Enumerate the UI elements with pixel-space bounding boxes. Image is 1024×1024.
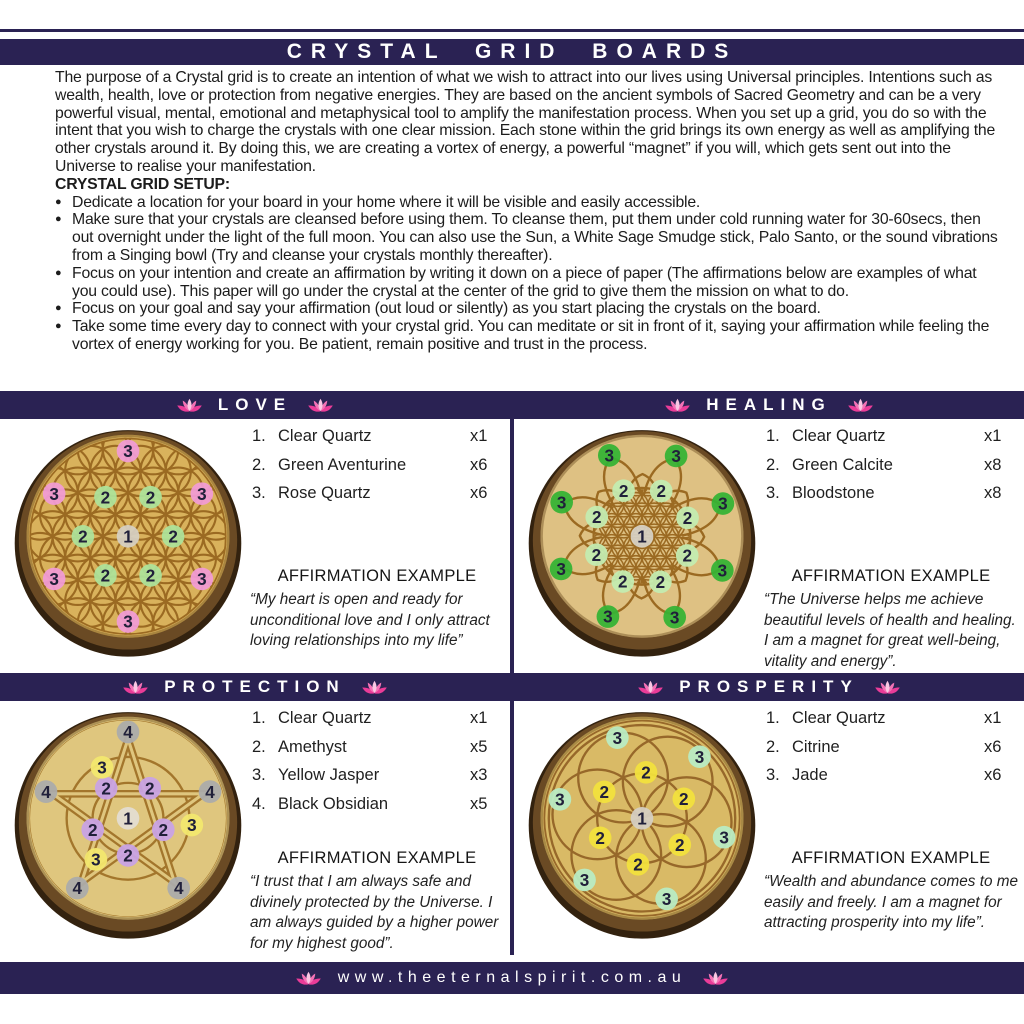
board-number-marker [649, 571, 672, 594]
crystal-row [766, 456, 1016, 485]
board-number-marker [162, 525, 185, 548]
crystal-number: 2. [252, 455, 266, 474]
bullet-dot-icon: ● [55, 302, 62, 315]
setup-bullet-item [55, 300, 1003, 318]
board-number-marker [589, 826, 612, 849]
setup-bullet-list [55, 194, 1003, 354]
svg-text:2: 2 [78, 527, 88, 547]
svg-text:2: 2 [145, 566, 156, 586]
section-prosperity [514, 673, 1024, 955]
svg-text:3: 3 [97, 758, 107, 778]
svg-text:1: 1 [123, 809, 133, 829]
crystal-name: Black Obsidian [278, 794, 389, 813]
svg-text:3: 3 [49, 570, 59, 590]
crystal-row [252, 738, 502, 767]
crystal-qty: x8 [984, 455, 1002, 474]
svg-text:4: 4 [205, 782, 215, 802]
board-number-marker [668, 833, 691, 856]
crystal-number: 4. [252, 794, 266, 813]
board-number-marker [152, 818, 175, 841]
affirmation-block [764, 567, 1018, 672]
board-number-marker [627, 853, 650, 876]
crystal-qty: x6 [984, 766, 1002, 784]
affirmation-text: “I trust that I am always safe and divinely protected by the Universe. I am always guided by a higher power for my highest good”. [250, 873, 499, 952]
crystal-qty: x8 [984, 484, 1002, 502]
board-number-marker [606, 726, 629, 749]
board-number-marker [167, 877, 190, 900]
setup-bullet-item [55, 265, 1003, 301]
affirmation-block [250, 849, 504, 954]
bullet-text: Dedicate a location for your board in your home where it will be visible and easily accessible. [72, 193, 701, 211]
svg-text:2: 2 [599, 782, 609, 802]
svg-text:3: 3 [717, 561, 728, 581]
affirmation-text: “The Universe helps me achieve beautiful levels of health and healing. I am a magnet for great well-being, vitality and energy”. [764, 591, 1016, 670]
svg-text:2: 2 [100, 488, 111, 508]
intro-paragraph: The purpose of a Crystal grid is to create an intention of what we wish to attract into our lives using Universal principles. Intentions such as wealth, health, love or protection from negative energies. They are based on the ancient symbols of Sacred Geometry and can be a very powerful visual, mental, emotional and metaphysical tool to amplify the manifestation process. When you set up a grid, you do so with the intent that you wish to charge the crystals with one clear mission. Each stone within the grid brings its own energy as well as amplifying the other crystals around it. By doing this, we are creating a vortex of energy, a powerful “magnet” if you will, which gets sent out into the Universe to realise your manifestation. [55, 69, 996, 175]
section-body-prosperity [514, 701, 1024, 955]
crystal-name: Green Calcite [792, 455, 893, 474]
crystal-name: Clear Quartz [278, 427, 372, 445]
section-body-love [0, 419, 510, 673]
svg-text:2: 2 [592, 508, 602, 528]
crystal-list [766, 427, 1016, 513]
crystal-list [252, 709, 502, 823]
crystal-row [766, 484, 1016, 513]
lotus-icon [637, 679, 664, 696]
svg-text:3: 3 [669, 608, 680, 628]
board-number-marker [139, 486, 162, 509]
board-number-marker [650, 480, 673, 503]
board-number-marker [635, 761, 658, 784]
board-number-marker [72, 525, 95, 548]
board-number-marker [585, 543, 608, 566]
board-number-marker [199, 780, 222, 803]
board-number-marker [550, 558, 573, 581]
bullet-dot-icon: ● [55, 213, 62, 226]
svg-text:3: 3 [604, 446, 615, 466]
crystal-qty: x1 [470, 427, 488, 445]
crystal-name: Rose Quartz [278, 484, 371, 502]
board-number-marker [672, 787, 695, 810]
board-number-marker [43, 482, 66, 505]
crystal-number: 1. [766, 709, 780, 727]
crystal-name: Citrine [792, 737, 840, 756]
svg-text:2: 2 [158, 820, 169, 840]
svg-text:3: 3 [603, 607, 613, 627]
crystal-name: Clear Quartz [278, 709, 372, 727]
board-number-marker [117, 610, 140, 633]
crystal-qty: x6 [470, 484, 488, 502]
crystal-number: 3. [766, 766, 780, 784]
lotus-icon [361, 679, 388, 696]
crystal-name: Jade [792, 766, 828, 784]
section-healing [514, 391, 1024, 673]
crystal-qty: x1 [984, 427, 1002, 445]
setup-bullet-item [55, 318, 1003, 354]
svg-text:2: 2 [682, 546, 692, 566]
section-protection [0, 673, 510, 955]
crystal-name: Clear Quartz [792, 427, 886, 445]
crystal-number: 3. [766, 484, 780, 502]
svg-text:3: 3 [579, 871, 590, 891]
svg-text:1: 1 [637, 809, 647, 829]
svg-text:3: 3 [49, 484, 59, 504]
board-number-marker [711, 559, 734, 582]
board-number-marker [631, 525, 654, 548]
section-title: PROTECTION [164, 677, 346, 696]
crystal-row [766, 709, 1016, 738]
bullet-dot-icon: ● [55, 320, 62, 333]
svg-text:3: 3 [555, 790, 565, 810]
bullet-dot-icon: ● [55, 266, 62, 279]
board-number-marker [117, 844, 140, 867]
svg-text:3: 3 [661, 889, 672, 909]
board-number-marker [655, 888, 678, 911]
board-number-marker [91, 756, 114, 779]
board-number-marker [117, 525, 140, 548]
title-bar [0, 39, 1024, 65]
board-number-marker [688, 745, 711, 768]
bullet-text: Focus on your goal and say your affirmation (out loud or silently) as you start placing the crystals on the board. [72, 300, 821, 318]
crystal-number: 1. [252, 427, 266, 445]
svg-text:2: 2 [618, 572, 628, 592]
footer-url: www.theeternalspirit.com.au [337, 969, 687, 986]
crystal-name: Green Aventurine [278, 455, 407, 474]
section-body-protection [0, 701, 510, 955]
board-number-marker [94, 486, 117, 509]
crystal-qty: x6 [470, 455, 488, 474]
board-number-marker [631, 807, 654, 830]
affirmation-text: “My heart is open and ready for unconditional love and I only attract loving relationships into my life” [250, 591, 490, 649]
svg-text:1: 1 [637, 527, 647, 547]
crystal-name: Amethyst [278, 737, 347, 756]
affirmation-heading: AFFIRMATION EXAMPLE [791, 567, 991, 585]
crystal-row [252, 456, 502, 485]
svg-text:3: 3 [718, 494, 728, 514]
board-number-marker [665, 445, 688, 468]
board-number-marker [181, 814, 204, 837]
svg-text:3: 3 [123, 442, 133, 462]
crystal-number: 3. [252, 766, 266, 784]
crystal-name: Clear Quartz [792, 709, 886, 727]
board-number-marker [85, 848, 108, 871]
svg-text:3: 3 [123, 612, 133, 632]
svg-text:2: 2 [145, 779, 155, 799]
lotus-icon [664, 397, 691, 414]
lotus-icon [295, 970, 322, 987]
bullet-dot-icon: ● [55, 195, 62, 208]
svg-text:2: 2 [168, 527, 178, 547]
crystal-name: Yellow Jasper [278, 766, 380, 784]
crystal-row [252, 484, 502, 513]
affirmation-heading: AFFIRMATION EXAMPLE [791, 849, 991, 867]
crystal-row [252, 709, 502, 738]
svg-text:2: 2 [101, 779, 111, 799]
section-header-protection [0, 673, 510, 701]
crystal-row [252, 766, 502, 795]
crystal-qty: x3 [470, 766, 488, 784]
section-title: HEALING [706, 395, 832, 414]
affirmation-block [764, 849, 1018, 934]
crystal-list [766, 709, 1016, 795]
board-number-marker [191, 568, 214, 591]
board-number-marker [117, 721, 140, 744]
intro-section [55, 69, 1003, 391]
board-number-marker [549, 788, 572, 811]
setup-heading: CRYSTAL GRID SETUP: [55, 175, 230, 193]
board-number-marker [712, 492, 735, 515]
crystal-qty: x5 [470, 794, 488, 813]
board-number-marker [117, 440, 140, 463]
svg-text:2: 2 [87, 820, 98, 840]
board-number-marker [598, 444, 621, 467]
svg-text:2: 2 [641, 763, 651, 783]
crystal-number: 2. [766, 455, 780, 474]
affirmation-block [250, 567, 504, 652]
page-title: CRYSTAL GRID BOARDS [286, 40, 738, 63]
board-number-marker [35, 780, 58, 803]
board-number-marker [95, 777, 118, 800]
crystal-qty: x1 [470, 709, 488, 727]
sections-grid [0, 391, 1024, 955]
crystal-number: 2. [766, 737, 780, 756]
board-number-marker [713, 826, 736, 849]
crystal-number: 2. [252, 737, 266, 756]
affirmation-heading: AFFIRMATION EXAMPLE [277, 849, 477, 867]
footer-bar [0, 962, 1024, 994]
top-divider-rule [0, 29, 1024, 32]
board-number-marker [612, 479, 635, 502]
crystal-row [252, 795, 502, 824]
crystal-grid-board-healing [524, 423, 760, 659]
crystal-row [766, 427, 1016, 456]
lotus-icon [702, 970, 729, 987]
section-header-healing [514, 391, 1024, 419]
svg-text:1: 1 [123, 527, 133, 547]
bullet-text: Make sure that your crystals are cleansed before using them. To cleanse them, put them under cold running water for 30-60secs, then out overnight under the light of the full moon. You can also use the Sun, a White Sage Smudge stick, Palo Santo, or the sound vibrations from a Singing bowl (Try and cleanse your crystals monthly thereafter). [72, 211, 998, 264]
section-body-healing [514, 419, 1024, 673]
section-title: LOVE [217, 395, 293, 414]
board-number-marker [81, 818, 104, 841]
crystal-grid-board-protection [10, 705, 246, 941]
svg-text:4: 4 [41, 782, 51, 802]
board-number-marker [597, 605, 620, 628]
svg-text:2: 2 [145, 488, 156, 508]
svg-text:4: 4 [72, 879, 83, 899]
section-title: PROSPERITY [679, 677, 859, 696]
svg-text:3: 3 [197, 484, 207, 504]
crystal-qty: x5 [470, 737, 488, 756]
svg-text:3: 3 [197, 570, 207, 590]
svg-text:3: 3 [612, 728, 623, 748]
crystal-row [766, 766, 1016, 795]
crystal-list [252, 427, 502, 513]
crystal-grid-board-prosperity [524, 705, 760, 941]
lotus-icon [122, 679, 149, 696]
lotus-icon [847, 397, 874, 414]
setup-bullet-item [55, 211, 1003, 264]
crystal-row [252, 427, 502, 456]
board-number-marker [676, 507, 699, 530]
crystal-number: 1. [252, 709, 266, 727]
svg-text:4: 4 [173, 879, 184, 899]
section-love [0, 391, 510, 673]
crystal-name: Bloodstone [792, 484, 875, 502]
board-number-marker [139, 564, 162, 587]
svg-text:3: 3 [694, 747, 705, 767]
board-number-marker [573, 869, 596, 892]
section-header-love [0, 391, 510, 419]
svg-text:2: 2 [100, 566, 111, 586]
board-number-marker [94, 564, 117, 587]
svg-text:3: 3 [671, 447, 681, 467]
affirmation-heading: AFFIRMATION EXAMPLE [277, 567, 477, 585]
svg-text:2: 2 [123, 846, 133, 866]
svg-text:2: 2 [655, 572, 666, 592]
svg-text:2: 2 [679, 789, 689, 809]
svg-text:2: 2 [618, 481, 629, 501]
crystal-qty: x1 [984, 709, 1002, 727]
svg-text:4: 4 [123, 723, 133, 743]
svg-text:3: 3 [556, 493, 567, 513]
lotus-icon [307, 397, 334, 414]
bullet-text: Take some time every day to connect with your crystal grid. You can meditate or sit in front of it, saying your affirmation while feeling the vortex of energy working for you. Be patient, remain positive and trust in the process. [72, 318, 990, 353]
crystal-number: 3. [252, 484, 266, 502]
bullet-text: Focus on your intention and create an affirmation by writing it down on a piece of paper (The affirmations below are examples of what you could use). This paper will go under the crystal at the center of the grid to give them the mission on what to do. [72, 264, 977, 300]
svg-text:2: 2 [595, 828, 605, 848]
svg-text:2: 2 [682, 509, 693, 529]
board-number-marker [66, 877, 89, 900]
svg-text:2: 2 [675, 835, 685, 855]
affirmation-text: “Wealth and abundance comes to me easily and freely. I am a magnet for attracting prosperity into my life”. [764, 873, 1018, 931]
svg-text:2: 2 [591, 545, 602, 565]
section-header-prosperity [514, 673, 1024, 701]
crystal-grid-board-love [10, 423, 246, 659]
board-number-marker [676, 544, 699, 567]
board-number-marker [117, 807, 140, 830]
board-number-marker [663, 606, 686, 629]
crystal-qty: x6 [984, 737, 1002, 756]
crystal-row [766, 738, 1016, 767]
board-number-marker [611, 570, 634, 593]
svg-text:2: 2 [656, 482, 666, 502]
board-number-marker [550, 491, 573, 514]
board-number-marker [43, 568, 66, 591]
svg-text:3: 3 [556, 560, 566, 580]
svg-text:3: 3 [187, 816, 197, 836]
lotus-icon [874, 679, 901, 696]
board-number-marker [593, 780, 616, 803]
board-number-marker [191, 482, 214, 505]
board-number-marker [585, 506, 608, 529]
svg-text:3: 3 [719, 828, 729, 848]
lotus-icon [176, 397, 203, 414]
svg-text:2: 2 [633, 855, 643, 875]
board-number-marker [138, 777, 161, 800]
setup-bullet-item [55, 194, 1003, 212]
svg-text:3: 3 [91, 850, 101, 870]
crystal-number: 1. [766, 427, 780, 445]
